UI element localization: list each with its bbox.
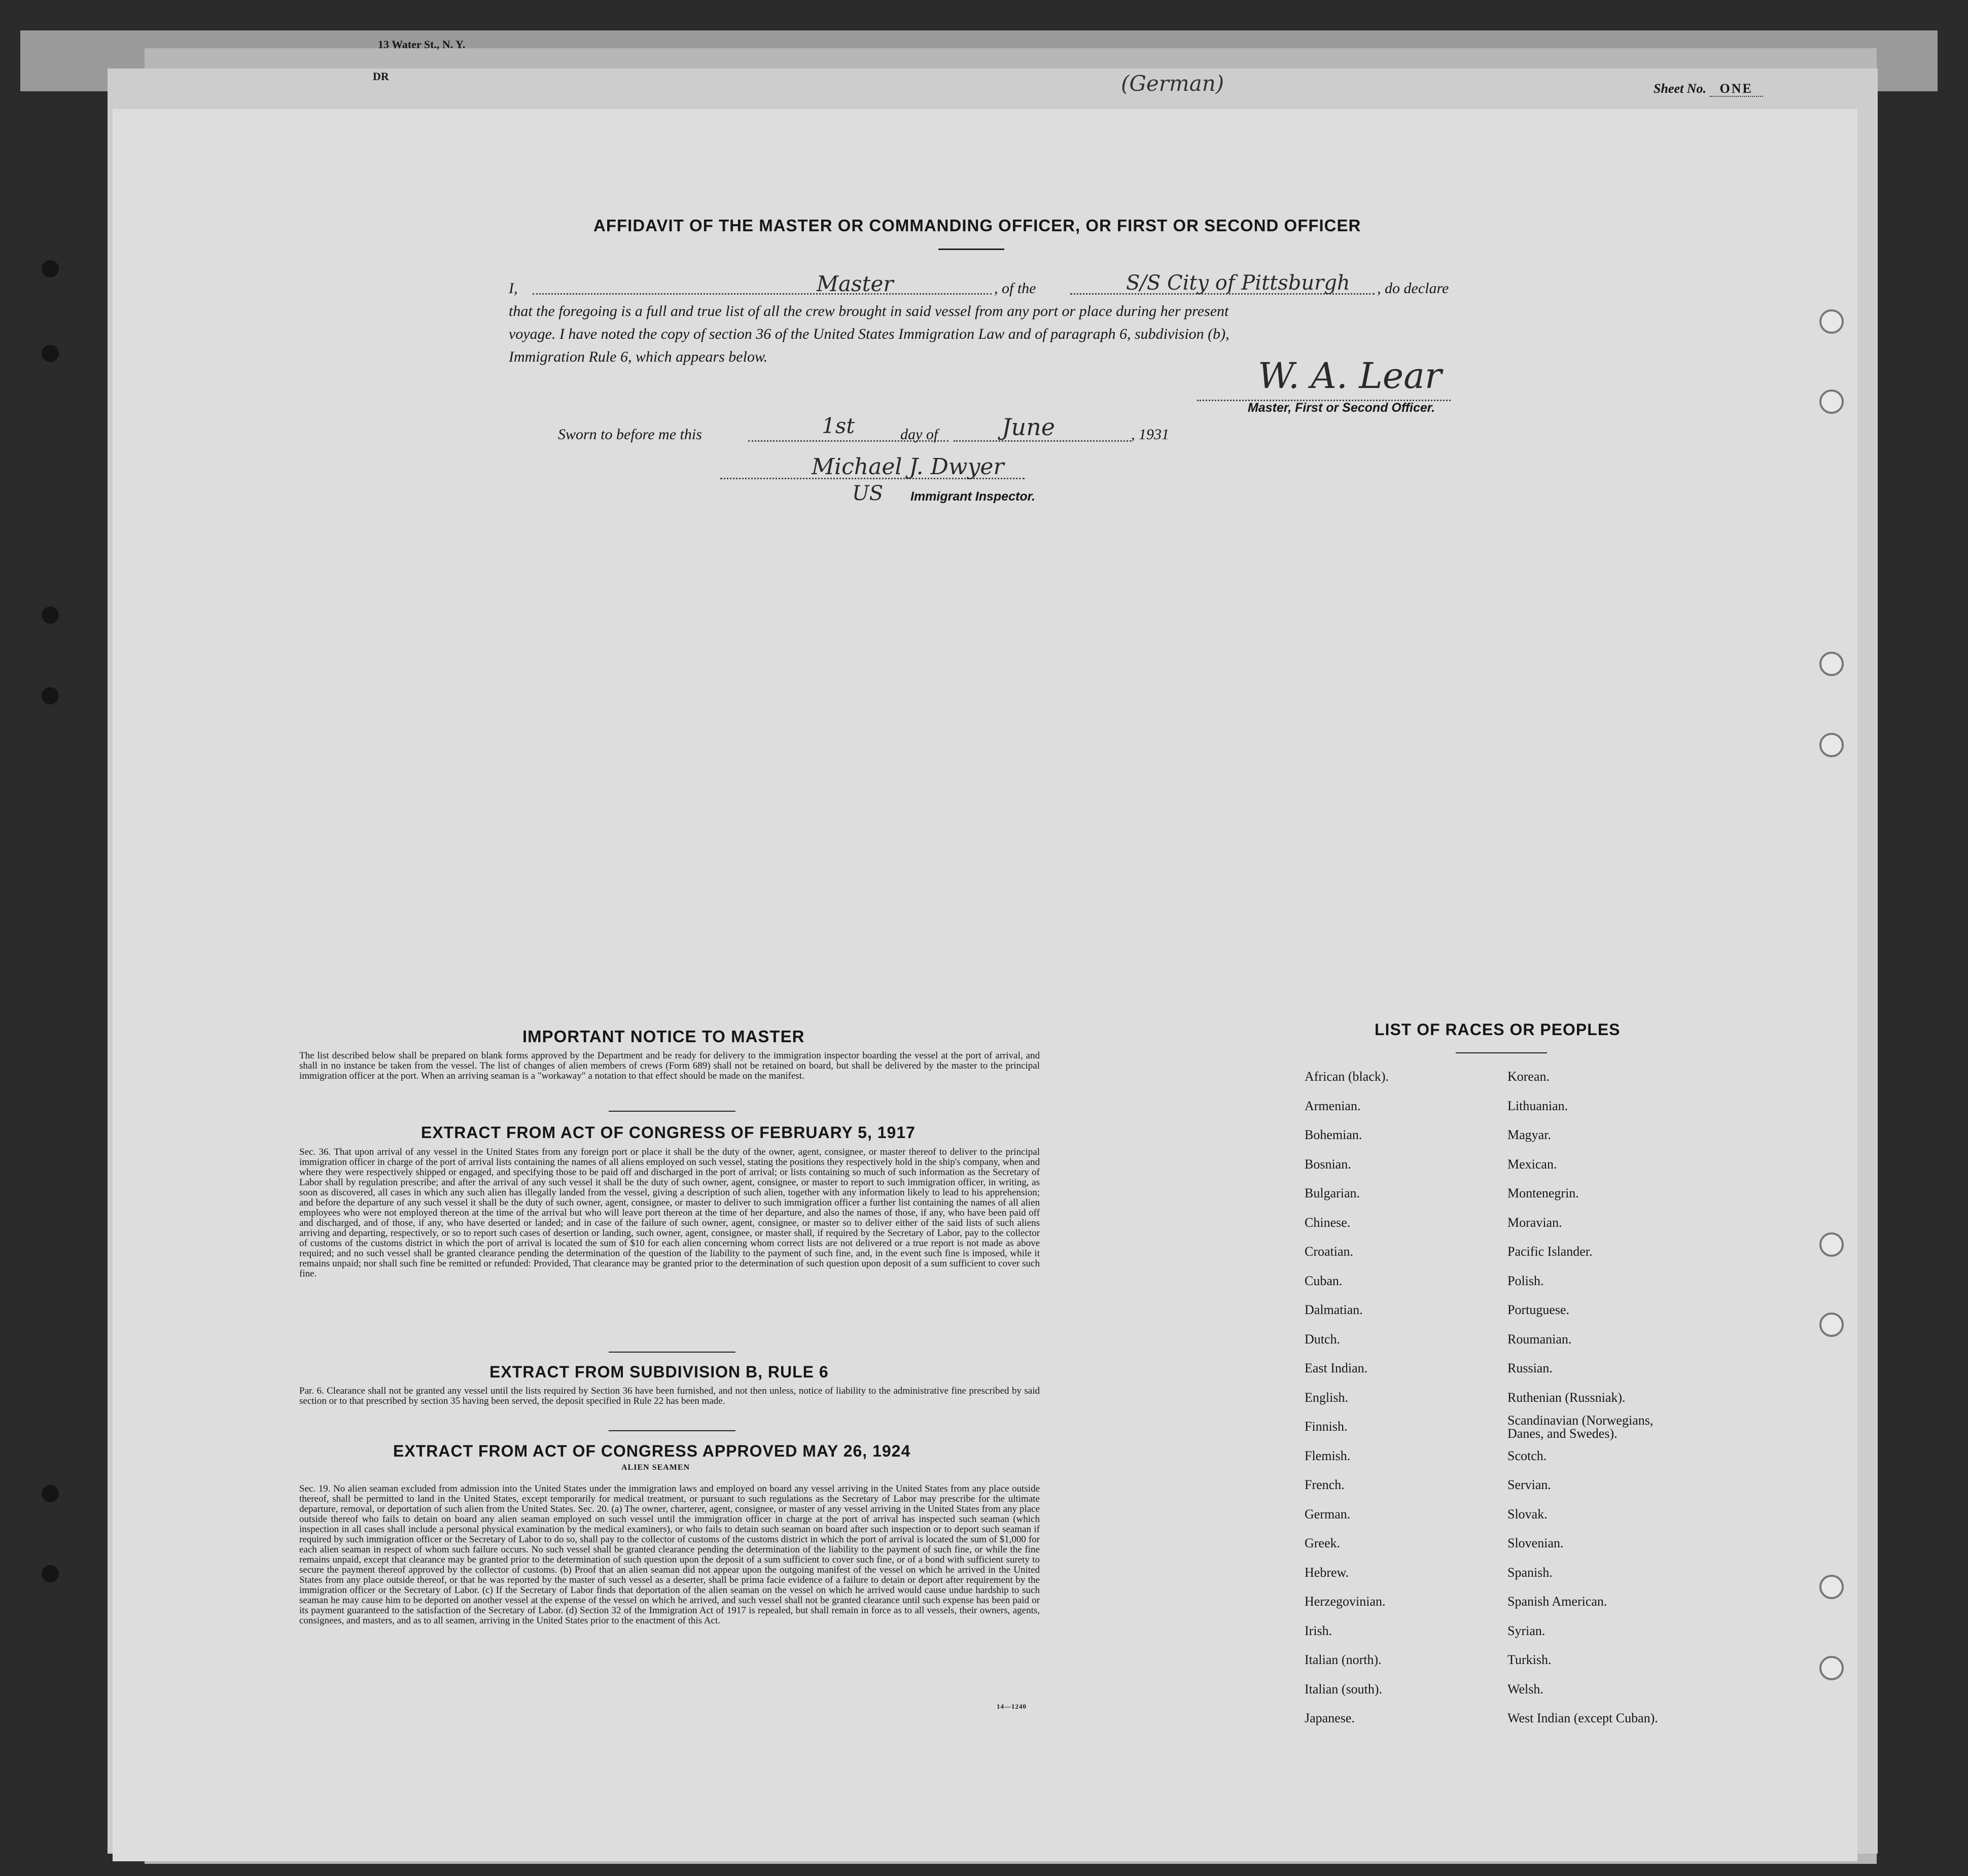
race-item: Irish. xyxy=(1305,1623,1332,1638)
race-item: English. xyxy=(1305,1390,1348,1405)
race-item: Cuban. xyxy=(1305,1273,1343,1288)
sworn-day-of: day of xyxy=(900,426,938,443)
race-item: Herzegovinian. xyxy=(1305,1594,1386,1609)
binder-hole-icon xyxy=(42,1485,59,1502)
race-item: Japanese. xyxy=(1305,1711,1355,1725)
race-item: Greek. xyxy=(1305,1536,1341,1550)
sworn-year: , 1931 xyxy=(1131,426,1169,443)
declaration-line-2: that the foregoing is a full and true list of all the crew brought in said vessel from any port or place during her present xyxy=(509,303,1229,320)
printer-or: DR xyxy=(373,70,389,83)
race-item: Pacific Islander. xyxy=(1507,1244,1593,1259)
extract-rule6-body: Par. 6. Clearance shall not be granted any vessel until the lists required by Section 36 have been furnished, and not then unless, notice of liability to the administrative fine prescribed by said section or to that prescribed by section 35 having been served, the deposit specified in Rule 22 has been made. xyxy=(299,1386,1040,1406)
race-item: Portuguese. xyxy=(1507,1302,1570,1317)
binder-hole-icon xyxy=(42,1565,59,1582)
race-item: Slovak. xyxy=(1507,1506,1548,1521)
race-item: French. xyxy=(1305,1477,1345,1492)
race-item: Montenegrin. xyxy=(1507,1186,1579,1200)
race-item: Mexican. xyxy=(1507,1156,1557,1172)
race-item: Finnish. xyxy=(1305,1419,1348,1434)
punch-hole-icon xyxy=(1819,309,1844,334)
name-dotted-line xyxy=(533,293,992,295)
race-item: Welsh. xyxy=(1507,1681,1543,1696)
race-item: Slovenian. xyxy=(1507,1536,1564,1550)
extract-rule6-divider xyxy=(609,1430,735,1431)
master-signature: W. A. Lear xyxy=(1258,355,1442,397)
binder-hole-icon xyxy=(42,607,59,624)
race-item: Syrian. xyxy=(1507,1623,1545,1638)
printer-note: 13 Water St., N. Y. xyxy=(378,38,466,51)
race-item: Dalmatian. xyxy=(1305,1302,1363,1317)
declaration-line-4: Immigration Rule 6, which appears below. xyxy=(509,348,768,365)
sheet-number-value: ONE xyxy=(1710,81,1763,97)
race-item: Italian (north). xyxy=(1305,1652,1382,1667)
race-item: East Indian. xyxy=(1305,1361,1368,1375)
race-item: West Indian (except Cuban). xyxy=(1507,1711,1658,1725)
declaration-line-3: voyage. I have noted the copy of section 36 of the United States Immigration Law and of paragraph 6, subdivision (b), xyxy=(509,326,1229,342)
race-item: Bosnian. xyxy=(1305,1156,1351,1172)
race-item: Polish. xyxy=(1507,1273,1544,1288)
extract-1917-divider xyxy=(609,1352,735,1353)
race-item: Roumanian. xyxy=(1507,1331,1572,1347)
extract-1924-title: EXTRACT FROM ACT OF CONGRESS APPROVED MAY 26, 1924 xyxy=(393,1442,911,1460)
notice-body: The list described below shall be prepared on blank forms approved by the Department and be ready for delivery to the immigration inspector boarding the vessel at the port of arrival, and shall in no instance be taken from the vessel. The list of changes of alien members of crews (Form 689) shall not be retained on board, but shall be delivered by the master to the principal immigration officer at the port. When an arriving seaman is a "workaway" a notation to that effect should be made on the manifest. xyxy=(299,1050,1040,1081)
declaration-mid: , of the xyxy=(994,280,1036,297)
nationality-annotation: (German) xyxy=(1121,71,1224,96)
sworn-day: 1st xyxy=(822,413,855,438)
punch-hole-icon xyxy=(1819,1232,1844,1257)
title-divider xyxy=(938,249,1004,250)
punch-hole-icon xyxy=(1819,733,1844,757)
race-item: Spanish. xyxy=(1507,1565,1553,1580)
affidavit-title: AFFIDAVIT OF THE MASTER OR COMMANDING OFFICER, OR FIRST OR SECOND OFFICER xyxy=(593,216,1361,235)
race-item: Magyar. xyxy=(1507,1127,1551,1142)
race-item: Dutch. xyxy=(1305,1331,1341,1347)
races-title: LIST OF RACES OR PEOPLES xyxy=(1375,1020,1621,1039)
notice-title: IMPORTANT NOTICE TO MASTER xyxy=(522,1027,805,1046)
extract-1917-body: Sec. 36. That upon arrival of any vessel in the United States from any foreign port or place it shall be the duty of the owner, agent, consignee, or master thereof to deliver to the principal immigration officer in charge of the port of arrival lists containing the names of all aliens employed on such vessel, stating the positions they respectively hold in the ship's company, when and where they were respectively shipped or engaged, and specifying those to be paid off and discharged in the port of arrival; or lists containing so much of such information as the Secretary of Labor shall by regulation prescribe; and after the arrival of any such vessel it shall be the duty of such owner, agent, consignee, or master to report to such immigration officer, in writing, as soon as discovered, all cases in which any such alien has illegally landed from the vessel, giving a description of such alien, together with any information likely to lead to his apprehension; and before the departure of any such vessel it shall be the duty of such owner, agent, consignee, or master to deliver to such immigration officer a further list containing the names of all alien employees who were not employed thereon at the time of the arrival but who will leave port thereon at the time of her departure, and also the names of those, if any, who have been paid off and discharged, and of those, if any, who have deserted or landed; and in case of the failure of such owner, agent, consignee, or master so to deliver either of the said lists of such aliens arriving and departing, respectively, or so to report such cases of desertion or landing, such owner, agent, consignee, or master shall, if required by the Secretary of Labor, pay to the collector of customs of the customs district in which the port of arrival is located the sum of $10 for each alien concerning whom correct lists are not delivered or a true report is not made as above required; and no such vessel shall be granted clearance pending the determination of the question of the liability to the payment of such fine, and, in the event such fine is imposed, while it remains unpaid; nor shall such fine be remitted or refunded: Provided, That clearance may be granted prior to the determination of such question upon deposit of a sum sufficient to cover such fine. xyxy=(299,1147,1040,1279)
punch-hole-icon xyxy=(1819,1575,1844,1599)
sworn-prefix: Sworn to before me this xyxy=(558,426,702,443)
extract-1924-subtitle: ALIEN SEAMEN xyxy=(621,1463,690,1472)
race-item: German. xyxy=(1305,1506,1351,1521)
race-item: Turkish. xyxy=(1507,1652,1552,1667)
race-item: Bohemian. xyxy=(1305,1127,1362,1142)
declaration-prefix: I, xyxy=(509,280,518,297)
race-item: Scotch. xyxy=(1507,1448,1547,1463)
race-item: Chinese. xyxy=(1305,1215,1351,1230)
vessel-name: S/S City of Pittsburgh xyxy=(1126,271,1350,295)
extract-rule6-title: EXTRACT FROM SUBDIVISION B, RULE 6 xyxy=(489,1363,829,1381)
race-item: African (black). xyxy=(1305,1069,1389,1084)
race-item: Hebrew. xyxy=(1305,1565,1349,1580)
inspector-prefix: US xyxy=(852,482,884,505)
race-item: Armenian. xyxy=(1305,1098,1361,1113)
declaration-suffix: , do declare xyxy=(1377,280,1449,297)
notice-divider xyxy=(609,1111,735,1112)
binder-hole-icon xyxy=(42,260,59,277)
sworn-month: June xyxy=(1002,413,1055,441)
binder-hole-icon xyxy=(42,687,59,704)
race-item: Korean. xyxy=(1507,1069,1550,1084)
punch-hole-icon xyxy=(1819,390,1844,414)
race-item: Croatian. xyxy=(1305,1244,1354,1259)
race-item: Flemish. xyxy=(1305,1448,1351,1463)
inspector-label: Immigrant Inspector. xyxy=(910,489,1035,504)
inspector-signature: Michael J. Dwyer xyxy=(812,454,1004,480)
race-item: Spanish American. xyxy=(1507,1594,1607,1609)
race-item: Lithuanian. xyxy=(1507,1098,1568,1113)
sheet-number xyxy=(1654,81,1763,96)
race-item: Italian (south). xyxy=(1305,1681,1383,1696)
extract-1917-title: EXTRACT FROM ACT OF CONGRESS OF FEBRUARY 5, 1917 xyxy=(421,1123,916,1142)
declarant-title: Master xyxy=(817,271,894,296)
sheet-number-label: Sheet No. xyxy=(1654,81,1706,96)
punch-hole-icon xyxy=(1819,652,1844,676)
form-number: 14—1240 xyxy=(997,1703,1027,1710)
race-item: Servian. xyxy=(1507,1477,1551,1492)
race-item: Moravian. xyxy=(1507,1215,1562,1230)
race-item: Russian. xyxy=(1507,1361,1553,1375)
punch-hole-icon xyxy=(1819,1313,1844,1337)
race-item: Scandinavian (Norwegians, Danes, and Swedes). xyxy=(1507,1413,1654,1441)
binder-hole-icon xyxy=(42,345,59,362)
race-item: Bulgarian. xyxy=(1305,1186,1360,1200)
punch-hole-icon xyxy=(1819,1656,1844,1680)
races-divider xyxy=(1456,1052,1547,1053)
race-item: Ruthenian (Russniak). xyxy=(1507,1390,1626,1405)
extract-1924-body: Sec. 19. No alien seaman excluded from admission into the United States under the immigration laws and employed on board any vessel arriving in the United States from any place outside thereof, shall be permitted to land in the United States, except temporarily for medical treatment, or pursuant to such regulations as the Secretary of Labor may prescribe for the ultimate departure, removal, or deportation of such alien from the United States. Sec. 20. (a) The owner, charterer, agent, consignee, or master of any vessel arriving in the United States from any place outside thereof who fails to detain on board any alien seaman employed on such vessel until the immigration officer in charge at the port of arrival has inspected such seaman (which inspection in all cases shall include a personal physical examination by the medical examiners), or who fails to detain such seaman on board after such inspection or to deport such seaman if required by such immigration officer or the Secretary of Labor to do so, shall pay to the collector of customs of the customs district in which the port of arrival is located the sum of $1,000 for each alien seaman in respect of whom such failure occurs. No such vessel shall be granted clearance pending the determination of the liability to the payment of such fine, or while the fine remains unpaid, except that clearance may be granted prior to the determination of such question upon the deposit of a sum sufficient to cover such fine, or of a bond with sufficient surety to secure the payment thereof approved by the collector of customs. (b) Proof that an alien seaman did not appear upon the outgoing manifest of the vessel on which he arrived in the United States from any place outside thereof, or that he was reported by the master of such vessel as a deserter, shall be prima facie evidence of a failure to detain or deport after requirement by the immigration officer or the Secretary of Labor. (c) If the Secretary of Labor finds that deportation of the alien seaman on the vessel on which he arrived would cause undue hardship to such seaman he may cause him to be deported on another vessel at the expense of the vessel on which he arrived, and such vessel shall not be granted clearance until such expense has been paid or its payment guaranteed to the satisfaction of the Secretary of Labor. (d) Section 32 of the Immigration Act of 1917 is repealed, but shall remain in force as to all vessels, their owners, agents, consignees, and masters, and as to all seamen, arriving in the United States prior to the enactment of this Act. xyxy=(299,1483,1040,1626)
master-signature-label: Master, First or Second Officer. xyxy=(1248,401,1435,415)
